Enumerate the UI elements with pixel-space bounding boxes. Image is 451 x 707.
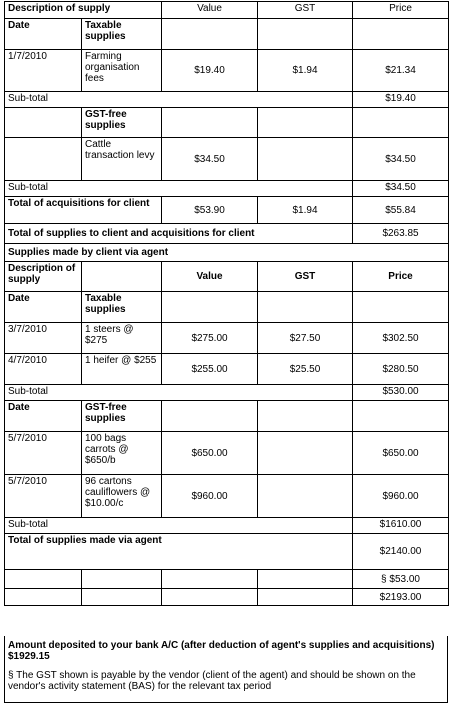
subtotal-row	[5, 385, 449, 401]
row-price: $21.34	[353, 50, 449, 92]
row-description: 100 bags carrots @ $650/b	[82, 432, 162, 475]
section2-label-row	[5, 292, 449, 323]
row-value: $19.40	[162, 50, 258, 92]
subtotal-price: $19.40	[353, 92, 449, 108]
gstfree-label-row	[5, 401, 449, 432]
section2-title-row	[5, 244, 449, 262]
table-row	[5, 50, 449, 92]
row-price: $960.00	[353, 475, 449, 518]
taxable-label: Taxable supplies	[82, 292, 162, 323]
total-acquisitions-value: $53.90	[162, 197, 258, 224]
table-row	[5, 475, 449, 518]
table-row	[5, 432, 449, 475]
subtotal-row	[5, 181, 449, 197]
taxable-label: Taxable supplies	[82, 19, 162, 50]
row-description: 1 steers @ $275	[82, 323, 162, 354]
header-description: Description of supply	[5, 2, 162, 19]
row-description: 96 cartons cauliflowers @ $10.00/c	[82, 475, 162, 518]
gst-payable-price: § $53.00	[353, 570, 449, 589]
row-value: $255.00	[162, 354, 258, 385]
grand-total-row	[5, 589, 449, 606]
table-row	[5, 138, 449, 181]
row-date: 5/7/2010	[5, 475, 82, 518]
subtotal-label: Sub-total	[5, 92, 353, 108]
header-gst: GST	[258, 2, 353, 19]
deposit-statement: Amount deposited to your bank A/C (after deduction of agent's supplies and acquisitions) $1929.15	[8, 640, 435, 662]
footer-notes	[4, 636, 448, 703]
row-description: Cattle transaction levy	[82, 138, 162, 181]
row-price: $280.50	[353, 354, 449, 385]
row-gst: $25.50	[258, 354, 353, 385]
row-price: $650.00	[353, 432, 449, 475]
total-acquisitions-row	[5, 197, 449, 224]
header-gst: GST	[258, 262, 353, 292]
total-acquisitions-gst: $1.94	[258, 197, 353, 224]
table-row	[5, 323, 449, 354]
total-supplies-row	[5, 224, 449, 244]
subtotal-label: Sub-total	[5, 518, 353, 534]
total-via-agent-row	[5, 534, 449, 570]
row-value: $275.00	[162, 323, 258, 354]
row-date: 3/7/2010	[5, 323, 82, 354]
section1-label-row	[5, 19, 449, 50]
row-date: 1/7/2010	[5, 50, 82, 92]
gst-payable-row	[5, 570, 449, 589]
header-description: Description of supply	[5, 262, 82, 292]
total-supplies-label: Total of supplies to client and acquisitions for client	[5, 224, 353, 244]
gst-footnote: § The GST shown is payable by the vendor (client of the agent) and should be shown on the vendor's activity statement (BAS) for the relevant tax period	[8, 670, 416, 692]
header-price: Price	[353, 262, 449, 292]
total-via-agent-label: Total of supplies made via agent	[5, 534, 353, 570]
subtotal-price: $1610.00	[353, 518, 449, 534]
subtotal-price: $530.00	[353, 385, 449, 401]
gstfree-label: GST-free supplies	[82, 108, 162, 138]
supply-table	[4, 1, 449, 606]
row-value: $960.00	[162, 475, 258, 518]
row-price: $34.50	[353, 138, 449, 181]
section2-header-row	[5, 262, 449, 292]
gstfree-label: GST-free supplies	[82, 401, 162, 432]
header-value: Value	[162, 2, 258, 19]
header-row	[5, 2, 449, 19]
grand-total-price: $2193.00	[353, 589, 449, 606]
row-description: Farming organisation fees	[82, 50, 162, 92]
row-gst: $27.50	[258, 323, 353, 354]
subtotal-label: Sub-total	[5, 181, 353, 197]
row-description: 1 heifer @ $255	[82, 354, 162, 385]
gstfree-label-row	[5, 108, 449, 138]
header-price: Price	[353, 2, 449, 19]
row-price: $302.50	[353, 323, 449, 354]
subtotal-row	[5, 518, 449, 534]
row-date: 4/7/2010	[5, 354, 82, 385]
date-label: Date	[5, 292, 82, 323]
subtotal-price: $34.50	[353, 181, 449, 197]
total-via-agent-price: $2140.00	[353, 534, 449, 570]
row-value: $34.50	[162, 138, 258, 181]
row-date: 5/7/2010	[5, 432, 82, 475]
date-label: Date	[5, 401, 82, 432]
total-acquisitions-price: $55.84	[353, 197, 449, 224]
table-row	[5, 354, 449, 385]
section2-title: Supplies made by client via agent	[5, 244, 449, 262]
total-supplies-price: $263.85	[353, 224, 449, 244]
total-acquisitions-label: Total of acquisitions for client	[5, 197, 162, 224]
subtotal-label: Sub-total	[5, 385, 353, 401]
header-value: Value	[162, 262, 258, 292]
row-gst: $1.94	[258, 50, 353, 92]
date-label: Date	[5, 19, 82, 50]
subtotal-row	[5, 92, 449, 108]
row-value: $650.00	[162, 432, 258, 475]
